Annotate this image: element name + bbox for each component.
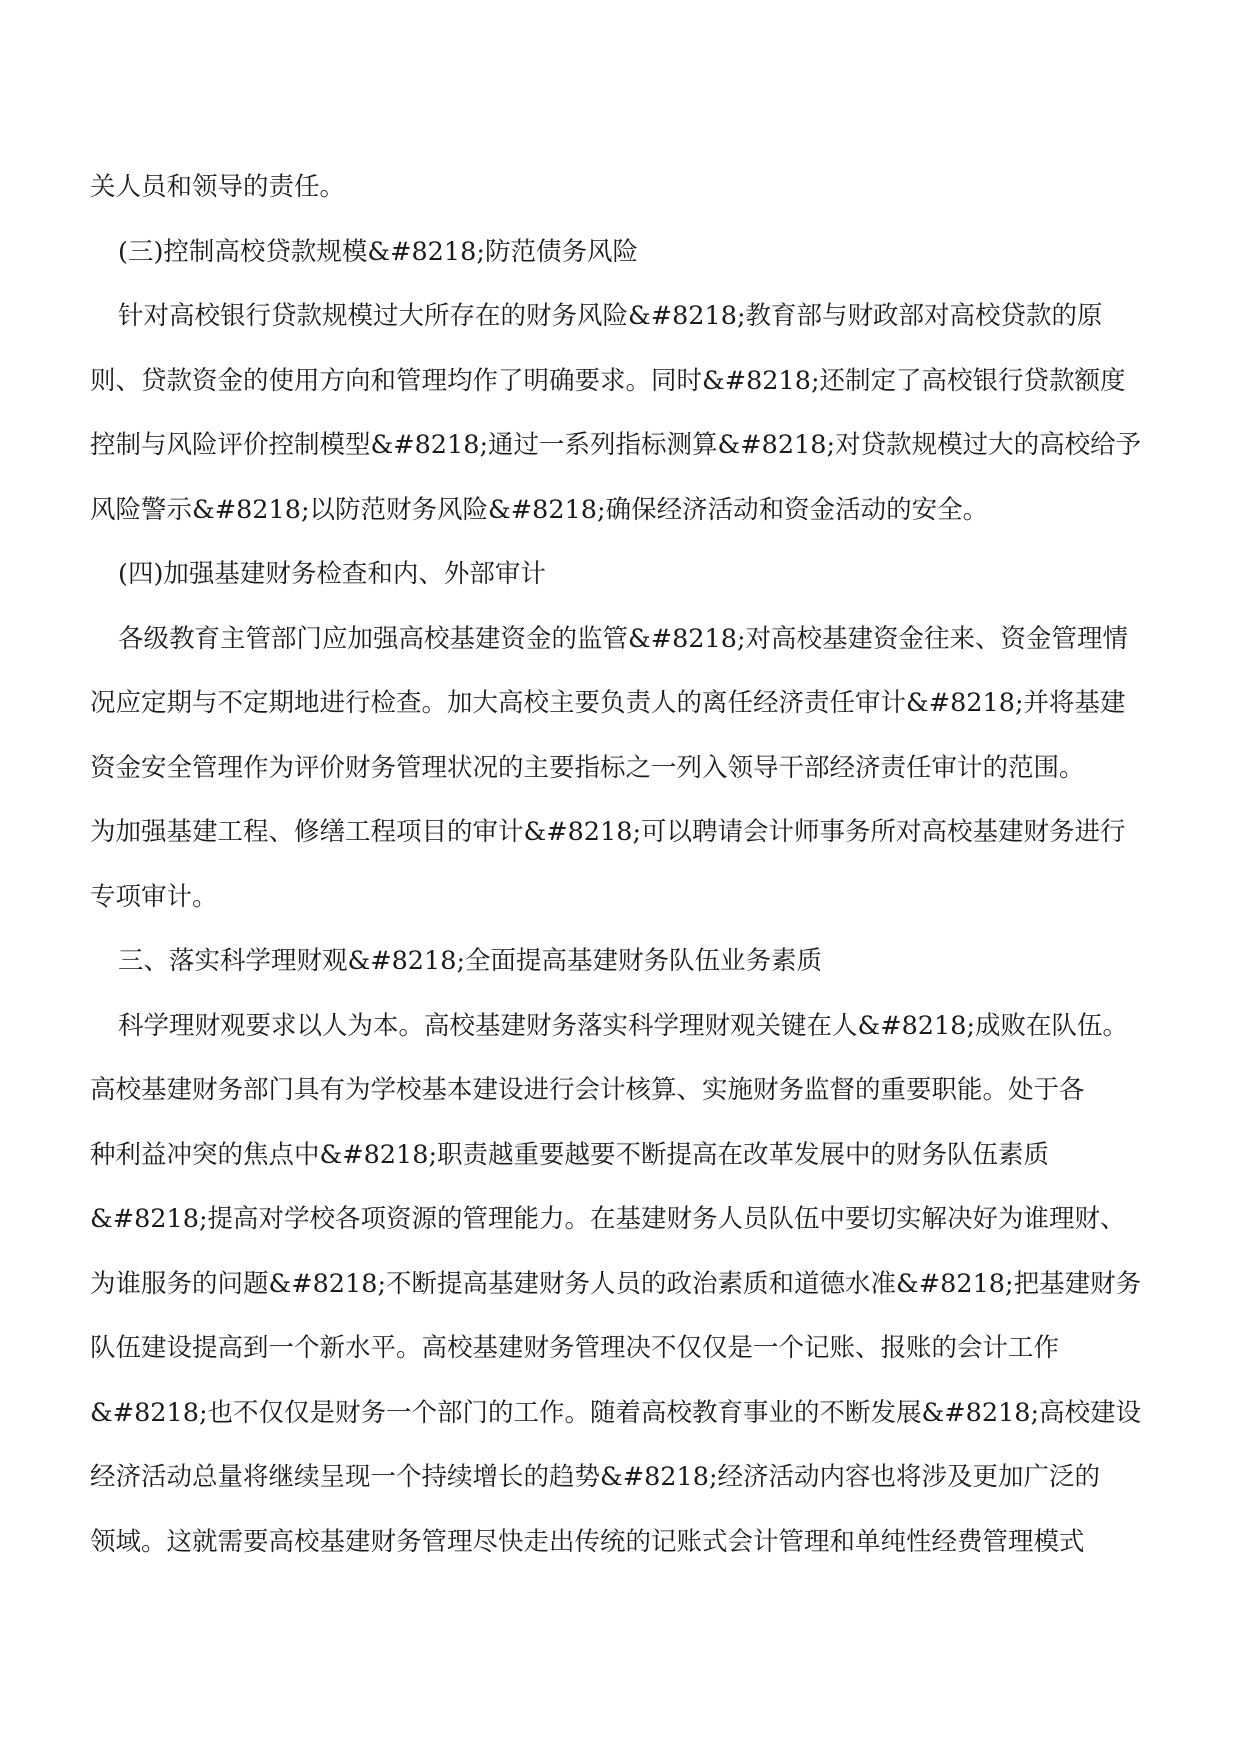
text-line: 关人员和领导的责任。 — [90, 172, 346, 202]
text-line: (四)加强基建财务检查和内、外部审计 — [118, 559, 546, 589]
text-line: 风险警示&#8218;以防范财务风险&#8218;确保经济活动和资金活动的安全。 — [90, 494, 989, 525]
text-line: 科学理财观要求以人为本。高校基建财务落实科学理财观关键在人&#8218;成败在队伍。 — [118, 1010, 1129, 1041]
text-line: 则、贷款资金的使用方向和管理均作了明确要求。同时&#8218;还制定了高校银行贷款额度 — [90, 365, 1126, 396]
text-line: 经济活动总量将继续呈现一个持续增长的趋势&#8218;经济活动内容也将涉及更加广泛的 — [90, 1462, 1101, 1492]
text-line: 针对高校银行贷款规模过大所存在的财务风险&#8218;教育部与财政部对高校贷款的原 — [118, 301, 1103, 331]
text-line: &#8218;提高对学校各项资源的管理能力。在基建财务人员队伍中要切实解决好为谁理财、 — [90, 1204, 1126, 1234]
text-line: 为加强基建工程、修缮工程项目的审计&#8218;可以聘请会计师事务所对高校基建财务进行 — [90, 817, 1126, 847]
text-line: 控制与风险评价控制模型&#8218;通过一系列指标测算&#8218;对贷款规模过大的高校给予 — [90, 430, 1142, 460]
text-line: 专项审计。 — [90, 881, 218, 912]
text-line: 种利益冲突的焦点中&#8218;职责越重要越要不断提高在改革发展中的财务队伍素质 — [90, 1139, 1050, 1170]
text-line: (三)控制高校贷款规模&#8218;防范债务风险 — [118, 236, 638, 267]
text-line: 领域。这就需要高校基建财务管理尽快走出传统的记账式会计管理和单纯性经费管理模式 — [90, 1526, 1085, 1557]
document-body-text — [90, 155, 1152, 1574]
text-line: 队伍建设提高到一个新水平。高校基建财务管理决不仅仅是一个记账、报账的会计工作 — [90, 1333, 1060, 1363]
text-line: 高校基建财务部门具有为学校基本建设进行会计核算、实施财务监督的重要职能。处于各 — [90, 1075, 1085, 1105]
text-line: 各级教育主管部门应加强高校基建资金的监管&#8218;对高校基建资金往来、资金管理情 — [118, 623, 1129, 654]
text-line: 三、落实科学理财观&#8218;全面提高基建财务队伍业务素质 — [118, 946, 823, 976]
text-line: &#8218;也不仅仅是财务一个部门的工作。随着高校教育事业的不断发展&#8218;高校建设 — [90, 1397, 1142, 1428]
text-line: 资金安全管理作为评价财务管理状况的主要指标之一列入领导干部经济责任审计的范围。 — [90, 752, 1085, 783]
text-line: 为谁服务的问题&#8218;不断提高基建财务人员的政治素质和道德水准&#8218;把基建财务 — [90, 1268, 1142, 1299]
text-line: 况应定期与不定期地进行检查。加大高校主要负责人的离任经济责任审计&#8218;并将基建 — [90, 688, 1126, 718]
